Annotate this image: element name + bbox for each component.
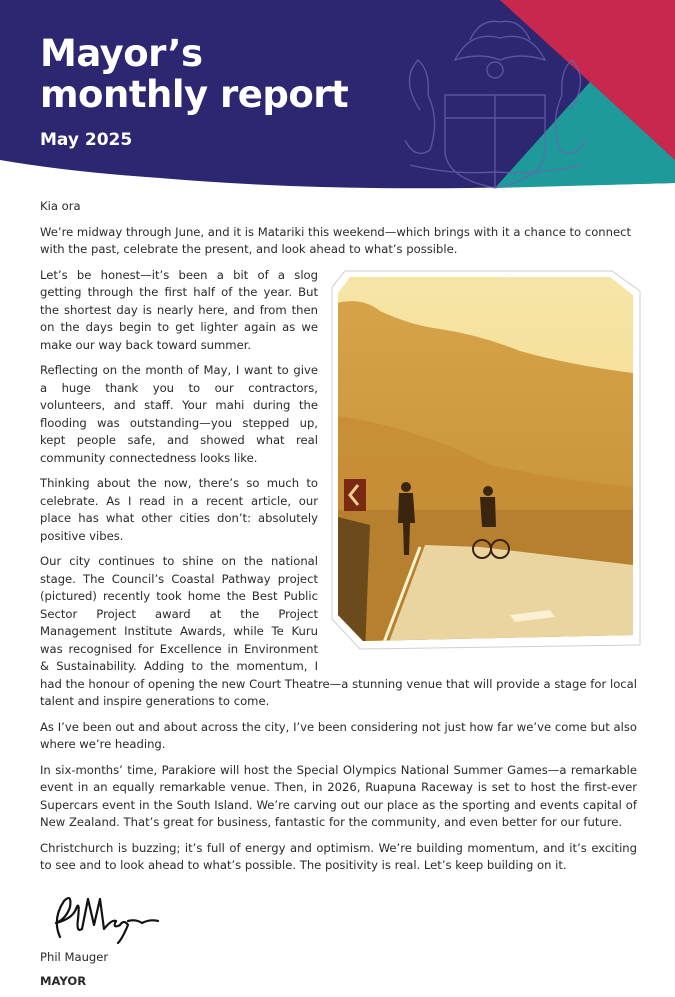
- report-body: [40, 198, 637, 997]
- report-title-line1: Mayor’s: [40, 32, 203, 75]
- paragraph-5: Our city continues to shine on the national stage. The Council’s Coastal Pathway project (pictured) recently took home the Best Public Sector Project award at the Project Management Institute Awards, while Te Kuru was recognised for Excellence in Environment & Sustainability. Adding to the momentum, I had the honour of opening the new Court Theatre—a stunning venue that will provide a stage for local talent and inspire generations to come.: [40, 554, 637, 708]
- paragraph-4: Thinking about the now, there’s so much to celebrate. As I read in a recent article, our place has what other cities don’t: absolutely positive vibes.: [40, 476, 318, 543]
- paragraph-1: We’re midway through June, and it is Matariki this weekend—which brings with it a chance to connect with the past, celebrate the present, and look ahead to what’s possible.: [40, 224, 632, 256]
- paragraph-7: In six-months’ time, Parakiore will host the Special Olympics National Summer Games—a remarkable event in an equally remarkable venue. Then, in 2026, Ruapuna Raceway is set to host the first-ever Supercars event in the South Island. We’re carving out our place as the sporting and events capital of New Zealand. That’s great for business, fantastic for the community, and even better for our future.: [40, 762, 637, 829]
- paragraph-8: Christchurch is buzzing; it’s full of energy and optimism. We’re building momentum, and it’s exciting to see and to look ahead to what’s possible. The positivity is real. Let’s keep building on it.: [40, 840, 637, 872]
- photo-graphic: [330, 265, 645, 653]
- signature-graphic: [42, 889, 162, 945]
- paragraph-3: Reflecting on the month of May, I want to give a huge thank you to our contractors, volunteers, and staff. Your mahi during the flooding was outstanding—you stepped up, kept people safe, and showed what real community connectedness looks like.: [40, 363, 318, 465]
- greeting: Kia ora: [40, 199, 81, 213]
- signature: [42, 889, 637, 945]
- header-banner: [0, 0, 675, 195]
- report-title-line2: monthly report: [40, 73, 349, 116]
- signatory-name: Phil Mauger: [40, 949, 109, 964]
- paragraph-2: Let’s be honest—it’s been a bit of a slog getting through the first half of the year. But the shortest day is nearly here, and from then on the days begin to get lighter again as we make our way back toward summer.: [40, 267, 318, 352]
- coastal-pathway-photo: [330, 265, 645, 653]
- report-date: May 2025: [40, 130, 133, 150]
- signatory-title: MAYOR: [40, 973, 87, 988]
- paragraph-6: As I’ve been out and about across the city, I’ve been considering not just how far we’ve come but also where we’re heading.: [40, 719, 637, 751]
